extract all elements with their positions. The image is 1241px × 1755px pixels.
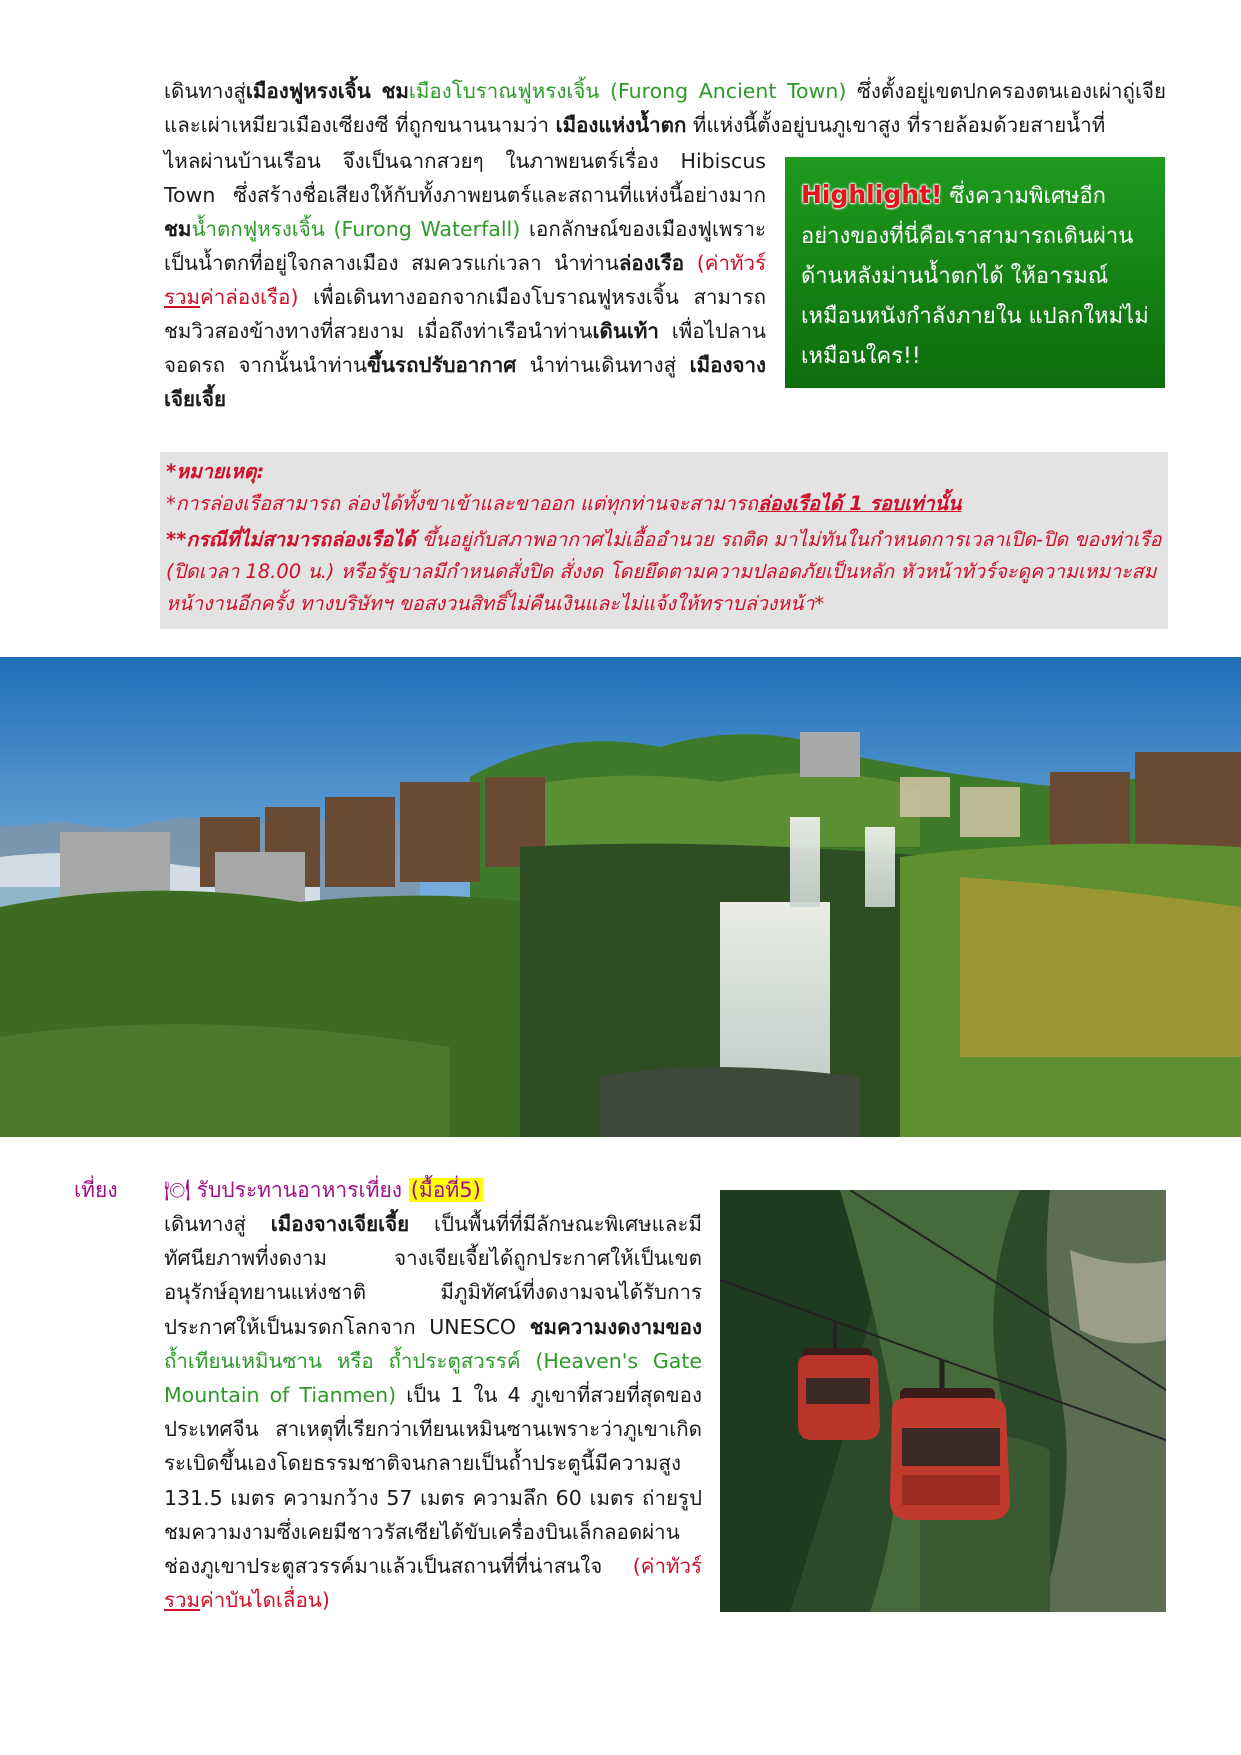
time-label-noon: เที่ยง — [74, 1178, 118, 1202]
furong-town-panorama-image — [0, 657, 1241, 1137]
highlight-text: ซึ่งความพิเศษอีกอย่างของที่นี่คือเราสามารถเดินผ่านด้านหลังม่านน้ำตกได้ ให้อารมณ์เหมือนหนังกำลังภายใน แปลกใหม่ไม่เหมือนใคร!! — [801, 184, 1149, 369]
intro-text: เดินทางสู่ — [164, 79, 246, 103]
note-line-2: **กรณีที่ไม่สามารถล่องเรือได้ ขึ้นอยู่กับสภาพอากาศไม่เอื้ออำนวย รถติด มาไม่ทันในกำหนดการเวลาเปิด-ปิด ของท่าเรือ (ปิดเวลา 18.00 น.) หรือรัฐบาลมีกำหนดสั่งปิด สั่งงด โดยยึดตามความปลอดภัยเป็นหลัก หัวหน้าทัวร์จะดูความเหมาะสมหน้างานอีกครั้ง ทางบริษัทฯ ขอสงวนสิทธิ์ไม่คืนเงินและไม่แจ้งให้ทราบล่วงหน้า* — [166, 528, 1162, 615]
note-title: *หมายเหตุ: — [166, 460, 265, 483]
boat-ride-label: ล่องเรือ — [618, 251, 685, 275]
furong-waterfall-label: น้ำตกฟูหรงเจิ้น (Furong Waterfall) — [191, 217, 521, 241]
city-of-waterfalls-label: เมืองแห่งน้ำตก — [555, 113, 687, 137]
cable-car-illustration — [720, 1190, 1166, 1612]
cable-car-image — [720, 1190, 1166, 1612]
panorama-illustration — [0, 657, 1241, 1137]
boat-price-note: (ค่าทัวร์รวมค่าล่องเรือ) — [164, 251, 766, 309]
intro-paragraph: เดินทางสู่เมืองฟูหรงเจิ้น ชมเมืองโบราณฟูหรงเจิ้น (Furong Ancient Town) ซึ่งตั้งอยู่เขตปกครองตนเองเผ่าถู่เจียและเผ่าเหมียวเมืองเซียงซี ที่ถูกขนานนามว่า เมืองแห่งน้ำตก ที่แห่งนี้ตั้งอยู่บนภูเขาสูง ที่รายล้อมด้วยสายน้ำที่ — [164, 79, 1166, 137]
lunch-text: รับประทานอาหารเที่ยง — [196, 1178, 403, 1202]
highlight-label: Highlight! — [801, 180, 943, 209]
lunch-line — [164, 1174, 483, 1207]
city-name-zhangjiajie: เมืองจางเจียเจี้ย — [164, 353, 766, 411]
meal-number-badge: (มื้อที่5) — [410, 1178, 481, 1202]
escalator-price-note: (ค่าทัวร์ รวมค่าบันไดเลื่อน) — [164, 1554, 702, 1613]
note-line-1: *การล่องเรือสามารถ ล่องได้ทั้งขาเข้าและขาออก แต่ทุกท่านจะสามารถล่องเรือได้ 1 รอบเท่านั้น — [166, 492, 962, 515]
furong-ancient-town-label: เมืองโบราณฟูหรงเจิ้น (Furong Ancient Town) — [408, 79, 847, 103]
tianmen-mountain-label: ถ้ำเทียนเหมินซาน หรือ ถ้ำประตูสวรรค์ (Heaven's Gate Mountain of Tianmen) — [164, 1348, 702, 1408]
city-name-furong: เมืองฟูหรงเจิ้น — [245, 79, 371, 103]
highlight-box — [785, 157, 1165, 388]
plate-icon: 🍽 — [164, 1178, 191, 1202]
intro-body-paragraph: ไหลผ่านบ้านเรือน จึงเป็นฉากสวยๆ ในภาพยนตร์เรื่อง Hibiscus Town ซึ่งสร้างชื่อเสียงให้กับทั้งภาพยนตร์และสถานที่แห่งนี้อย่างมาก ชมน้ำตกฟูหรงเจิ้น (Furong Waterfall) เอกลักษณ์ของเมืองฟูเพราะเป็นน้ำตกที่อยู่ใจกลางเมือง สมควรแก่เวลา นำท่านล่องเรือ (ค่าทัวร์รวมค่าล่องเรือ) เพื่อเดินทางออกจากเมืองโบราณฟูหรงเจิ้น สามารถชมวิวสองข้างทางที่สวยงาม เมื่อถึงท่าเรือนำท่านเดินเท้า เพื่อไปลานจอดรถ จากนั้นนำท่านขึ้นรถปรับอากาศ นำท่านเดินทางสู่ เมืองจางเจียเจี้ย — [164, 149, 767, 411]
note-box — [160, 452, 1168, 629]
zhangjiajie-paragraph: เดินทางสู่ เมืองจางเจียเจี้ย เป็นพื้นที่ที่มีลักษณะพิเศษและมีทัศนียภาพที่งดงาม จางเจียเจี้ยได้ถูกประกาศให้เป็นเขตอนุรักษ์อุทยานแห่งชาติ มีภูมิทัศน์ที่งดงามจนได้รับการประกาศให้เป็นมรดกโลกจาก UNESCO ชมความงดงามของ ถ้ำเทียนเหมินซาน หรือ ถ้ำประตูสวรรค์ (Heaven's Gate Mountain of Tianmen) เป็น 1 ใน 4 ภูเขาที่สวยที่สุดของประเทศจีน สาเหตุที่เรียกว่าเทียนเหมินซานเพราะว่าภูเขาเกิดระเบิดขึ้นเองโดยธรรมชาติจนกลายเป็นถ้ำประตูนี้มีความสูง 131.5 เมตร ความกว้าง 57 เมตร ความลึก 60 เมตร ถ่ายรูปชมความงามซึ่งเคยมีชาวรัสเซียได้ขับเครื่องบินเล็กลอดผ่านช่องภูเขาประตูสวรรค์มาแล้วเป็นสถานที่ที่น่าสนใจ (ค่าทัวร์ รวมค่าบันไดเลื่อน) — [164, 1212, 702, 1613]
